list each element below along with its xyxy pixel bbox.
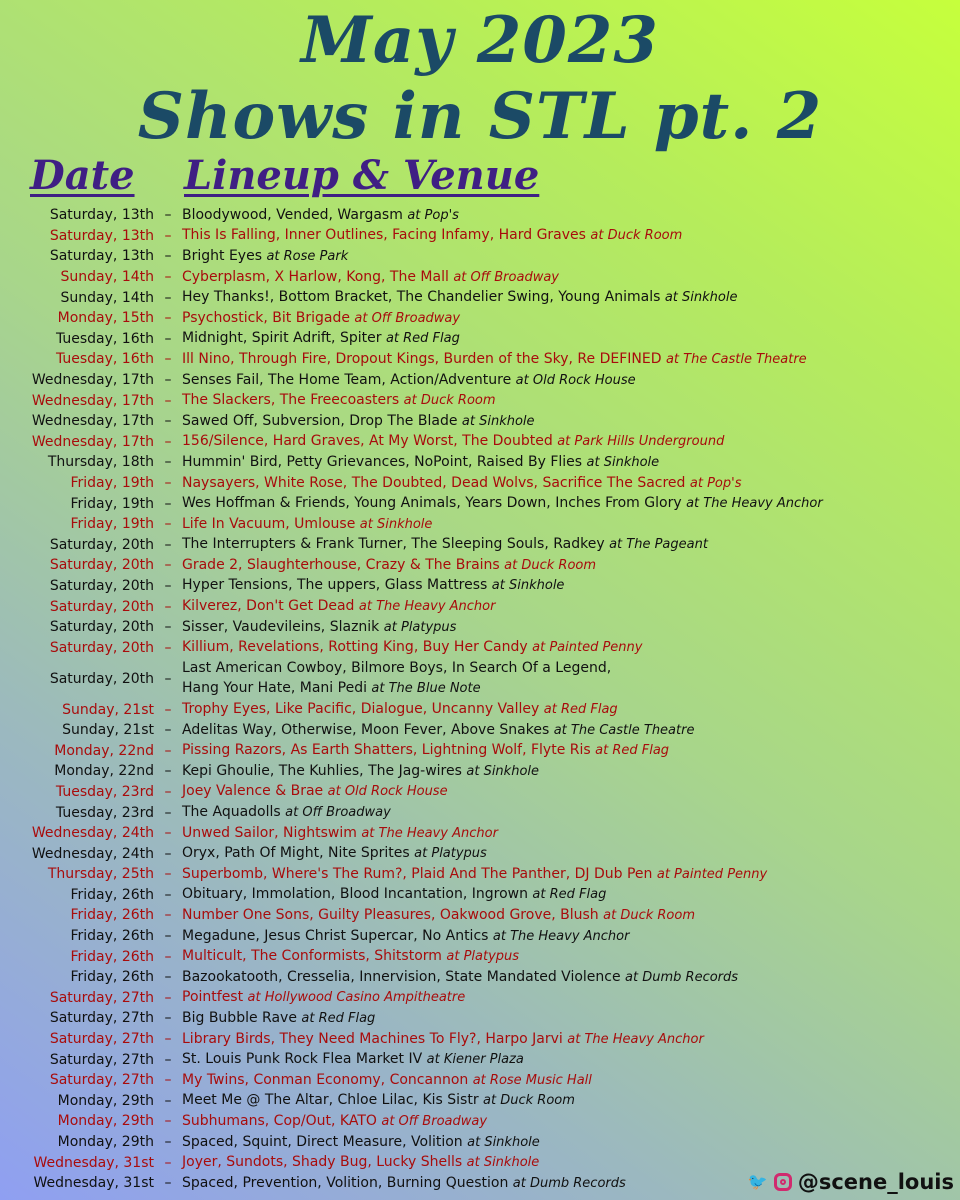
lineup-bands: Trophy Eyes, Like Pacific, Dialogue, Uncanny Valley [182, 701, 540, 718]
show-venue: at Platypus [383, 619, 457, 635]
show-venue: at Old Rock House [515, 372, 636, 388]
lineup-bands: 156/Silence, Hard Graves, At My Worst, The Doubted [182, 433, 553, 450]
show-row [0, 637, 960, 658]
show-row [0, 287, 960, 308]
show-date: Monday, 22nd [54, 763, 154, 780]
lineup-bands: Cyberplasm, X Harlow, Kong, The Mall [182, 268, 449, 285]
separator-dash: – [164, 1175, 172, 1192]
show-row [0, 1132, 960, 1153]
show-venue: at Red Flag [301, 1010, 376, 1026]
show-venue: at The Castle Theatre [553, 722, 695, 738]
separator-dash: – [164, 536, 172, 553]
show-venue: at Off Broadway [354, 310, 461, 326]
instagram-icon [774, 1173, 792, 1191]
show-venue: at Painted Penny [532, 640, 643, 656]
lineup-bands: Naysayers, White Rose, The Doubted, Dead Wolvs, Sacrifice The Sacred [182, 474, 686, 491]
show-lineup [182, 946, 519, 967]
show-lineup [182, 1049, 524, 1070]
show-venue: at Painted Penny [656, 866, 768, 882]
show-lineup [182, 967, 738, 988]
separator-dash: – [164, 670, 172, 687]
show-date: Friday, 26th [70, 907, 154, 924]
show-row [0, 823, 960, 844]
lineup-bands: Spaced, Squint, Direct Measure, Volition [182, 1133, 463, 1150]
show-row [0, 1111, 960, 1132]
show-lineup [182, 802, 391, 823]
lineup-bands: Unwed Sailor, Nightswim [182, 824, 357, 841]
show-date: Saturday, 27th [49, 1010, 154, 1027]
separator-dash: – [164, 372, 172, 389]
show-date: Saturday, 20th [49, 619, 154, 636]
show-date: Wednesday, 17th [31, 413, 154, 430]
show-date: Friday, 19th [70, 516, 154, 533]
separator-dash: – [164, 269, 172, 286]
social-footer [748, 1170, 954, 1194]
show-row [0, 926, 960, 947]
show-date: Friday, 19th [70, 475, 154, 492]
column-header-date: Date [30, 152, 135, 199]
show-date: Saturday, 27th [49, 1031, 154, 1048]
show-row [0, 658, 960, 699]
lineup-bands: Bazookatooth, Cresselia, Innervision, State Mandated Violence [182, 968, 621, 985]
show-venue: at Off Broadway [381, 1113, 488, 1129]
show-venue: at Dumb Records [625, 969, 739, 985]
show-row [0, 473, 960, 494]
show-lineup [182, 205, 459, 226]
separator-dash: – [164, 495, 172, 512]
lineup-bands: Sisser, Vaudevileins, Slaznik [182, 618, 380, 635]
lineup-bands: Big Bubble Rave [182, 1009, 297, 1026]
show-lineup [182, 987, 465, 1008]
separator-dash: – [164, 907, 172, 924]
show-venue: at Red Flag [532, 887, 607, 903]
show-venue: at Duck Room [590, 228, 683, 244]
separator-dash: – [164, 1134, 172, 1151]
show-date: Wednesday, 31st [33, 1175, 154, 1192]
show-lineup [182, 1173, 626, 1194]
separator-dash: – [164, 433, 172, 450]
separator-dash: – [164, 701, 172, 718]
show-date: Saturday, 20th [49, 557, 154, 574]
separator-dash: – [164, 928, 172, 945]
lineup-bands: Psychostick, Bit Brigade [182, 309, 350, 326]
show-lineup [182, 617, 456, 638]
separator-dash: – [164, 310, 172, 327]
lineup-bands: Number One Sons, Guilty Pleasures, Oakwood Grove, Blush [182, 906, 599, 923]
show-row [0, 267, 960, 288]
show-venue: at Old Rock House [327, 784, 448, 800]
show-venue: at The Heavy Anchor [567, 1031, 704, 1047]
show-date: Saturday, 27th [49, 1051, 154, 1068]
separator-dash: – [164, 742, 172, 759]
separator-dash: – [164, 763, 172, 780]
show-date: Wednesday, 17th [31, 372, 154, 389]
separator-dash: – [164, 1092, 172, 1109]
lineup-bands: Joyer, Sundots, Shady Bug, Lucky Shells [182, 1154, 463, 1171]
show-date: Friday, 26th [70, 886, 154, 903]
lineup-bands: My Twins, Conman Economy, Concannon [182, 1071, 469, 1088]
show-date: Saturday, 20th [49, 577, 154, 594]
separator-dash: – [164, 227, 172, 244]
show-row [0, 905, 960, 926]
show-date: Saturday, 13th [49, 207, 154, 224]
show-date: Wednesday, 17th [31, 392, 154, 409]
column-header-lineup: Lineup & Venue [184, 152, 540, 199]
show-date: Friday, 19th [70, 495, 154, 512]
show-lineup [182, 411, 535, 432]
show-venue: at The Heavy Anchor [686, 496, 823, 512]
show-venue: at The Blue Note [371, 681, 481, 697]
show-row [0, 349, 960, 370]
show-lineup [182, 823, 498, 844]
show-date: Wednesday, 17th [31, 433, 154, 450]
show-lineup [182, 452, 659, 473]
show-lineup [182, 1132, 540, 1153]
show-date: Monday, 22nd [54, 742, 154, 759]
separator-dash: – [164, 825, 172, 842]
show-lineup [182, 267, 559, 288]
show-venue: at Sinkhole [664, 290, 738, 306]
lineup-bands: Grade 2, Slaughterhouse, Crazy & The Brains [182, 556, 500, 573]
show-lineup [182, 740, 669, 761]
show-date: Thursday, 18th [47, 454, 154, 471]
show-date: Sunday, 14th [60, 289, 154, 306]
show-lineup [182, 493, 823, 514]
separator-dash: – [164, 598, 172, 615]
title-line-2: Shows in STL pt. 2 [137, 79, 823, 154]
lineup-bands: Hummin' Bird, Petty Grievances, NoPoint, Raised By Flies [182, 453, 583, 470]
separator-dash: – [164, 557, 172, 574]
show-row [0, 1070, 960, 1091]
show-lineup [182, 1111, 487, 1132]
show-row [0, 761, 960, 782]
lineup-bands: Kilverez, Don't Get Dead [182, 598, 355, 615]
show-row [0, 514, 960, 535]
show-lineup [182, 843, 487, 864]
lineup-bands: Killium, Revelations, Rotting King, Buy Her Candy [182, 639, 528, 656]
lineup-bands: Oryx, Path Of Might, Nite Sprites [182, 845, 410, 862]
separator-dash: – [164, 207, 172, 224]
show-date: Saturday, 20th [49, 639, 154, 656]
show-date: Saturday, 13th [49, 227, 154, 244]
show-row [0, 1049, 960, 1070]
separator-dash: – [164, 392, 172, 409]
lineup-bands: Megadune, Jesus Christ Supercar, No Antics [182, 927, 489, 944]
show-lineup [182, 1070, 592, 1091]
lineup-bands: Bright Eyes [182, 247, 262, 264]
show-lineup [182, 225, 682, 246]
lineup-bands: This Is Falling, Inner Outlines, Facing Infamy, Hard Graves [182, 227, 586, 244]
show-lineup [182, 246, 348, 267]
show-venue: at Hollywood Casino Ampitheatre [247, 990, 466, 1006]
show-row [0, 946, 960, 967]
lineup-bands: Kepi Ghoulie, The Kuhlies, The Jag-wires [182, 762, 462, 779]
show-lineup [182, 431, 724, 452]
show-row [0, 535, 960, 556]
separator-dash: – [164, 1154, 172, 1171]
show-date: Friday, 26th [70, 948, 154, 965]
show-lineup [182, 287, 737, 308]
separator-dash: – [164, 454, 172, 471]
separator-dash: – [164, 886, 172, 903]
separator-dash: – [164, 845, 172, 862]
lineup-bands: Bloodywood, Vended, Wargasm [182, 206, 403, 223]
show-date: Saturday, 27th [49, 989, 154, 1006]
show-row [0, 493, 960, 514]
show-date: Saturday, 13th [49, 248, 154, 265]
show-lineup [182, 514, 432, 535]
show-date: Friday, 26th [70, 969, 154, 986]
separator-dash: – [164, 619, 172, 636]
separator-dash: – [164, 1010, 172, 1027]
show-row [0, 720, 960, 741]
separator-dash: – [164, 639, 172, 656]
show-row [0, 390, 960, 411]
show-venue: at The Heavy Anchor [492, 928, 630, 944]
show-row [0, 1029, 960, 1050]
show-lineup [182, 1152, 539, 1173]
show-date: Friday, 26th [70, 928, 154, 945]
show-venue: at Kiener Plaza [426, 1052, 524, 1068]
show-row [0, 782, 960, 803]
show-date: Saturday, 20th [49, 536, 154, 553]
show-date: Sunday, 14th [60, 269, 154, 286]
show-venue: at Off Broadway [453, 269, 559, 285]
show-row [0, 699, 960, 720]
separator-dash: – [164, 989, 172, 1006]
show-lineup [182, 596, 495, 617]
title-line-1: May 2023 [301, 3, 659, 78]
show-venue: at The Heavy Anchor [358, 599, 496, 615]
separator-dash: – [164, 948, 172, 965]
separator-dash: – [164, 351, 172, 368]
show-venue: at Rose Park [266, 248, 349, 264]
separator-dash: – [164, 722, 172, 739]
show-venue: at Duck Room [504, 557, 597, 573]
show-row [0, 452, 960, 473]
show-date: Thursday, 25th [47, 866, 154, 883]
lineup-bands: Adelitas Way, Otherwise, Moon Fever, Above Snakes [182, 721, 550, 738]
show-lineup [182, 390, 496, 411]
show-date: Saturday, 27th [49, 1072, 154, 1089]
separator-dash: – [164, 783, 172, 800]
separator-dash: – [164, 289, 172, 306]
lineup-bands: The Aquadolls [182, 804, 281, 821]
show-row [0, 432, 960, 453]
show-row [0, 967, 960, 988]
show-date: Wednesday, 24th [31, 845, 154, 862]
show-lineup [182, 1090, 575, 1111]
separator-dash: – [164, 1051, 172, 1068]
show-row [0, 864, 960, 885]
twitter-bird-icon: 🐦 [747, 1172, 768, 1191]
show-list [0, 205, 960, 1194]
show-row [0, 843, 960, 864]
show-lineup [182, 534, 708, 555]
show-venue: at Off Broadway [285, 805, 391, 821]
separator-dash: – [164, 413, 172, 430]
show-row [0, 1091, 960, 1112]
show-row [0, 205, 960, 226]
show-row [0, 329, 960, 350]
show-date: Saturday, 20th [49, 670, 154, 687]
show-lineup [182, 781, 448, 802]
separator-dash: – [164, 866, 172, 883]
lineup-bands: Last American Cowboy, Bilmore Boys, In Search Of a Legend, [182, 660, 612, 677]
show-lineup [182, 1029, 704, 1050]
social-handle: @scene_louis [797, 1170, 954, 1194]
separator-dash: – [164, 1072, 172, 1089]
show-lineup [182, 575, 564, 596]
show-date: Monday, 29th [57, 1113, 154, 1130]
show-lineup [182, 864, 767, 885]
show-lineup [182, 473, 741, 494]
show-lineup [182, 1008, 375, 1029]
separator-dash: – [164, 969, 172, 986]
show-row [0, 370, 960, 391]
show-lineup [182, 658, 611, 699]
lineup-bands: Subhumans, Cop/Out, KATO [182, 1112, 377, 1129]
show-date: Monday, 15th [57, 310, 154, 327]
show-lineup [182, 699, 618, 720]
lineup-bands: Spaced, Prevention, Volition, Burning Question [182, 1174, 509, 1191]
show-venue: at Sinkhole [467, 1134, 540, 1150]
show-date: Monday, 29th [57, 1134, 154, 1151]
show-row [0, 308, 960, 329]
show-venue: at Sinkhole [491, 578, 565, 594]
show-lineup [182, 637, 642, 658]
show-venue: at Sinkhole [586, 454, 660, 470]
show-venue: at Sinkhole [466, 1155, 540, 1171]
show-venue: at The Castle Theatre [665, 351, 807, 367]
separator-dash: – [164, 1113, 172, 1130]
show-row [0, 596, 960, 617]
show-venue: at Red Flag [595, 743, 670, 759]
show-row [0, 802, 960, 823]
show-date: Tuesday, 16th [55, 351, 154, 368]
show-row [0, 1008, 960, 1029]
show-venue: at Sinkhole [359, 516, 433, 532]
lineup-bands: Hey Thanks!, Bottom Bracket, The Chandelier Swing, Young Animals [182, 289, 661, 306]
show-lineup [182, 349, 807, 370]
show-venue: at Platypus [414, 846, 487, 862]
lineup-bands: Multicult, The Conformists, Shitstorm [182, 948, 442, 965]
show-row [0, 555, 960, 576]
show-row [0, 885, 960, 906]
lineup-bands: The Slackers, The Freecoasters [182, 392, 400, 409]
lineup-bands: St. Louis Punk Rock Flea Market IV [182, 1051, 423, 1068]
lineup-bands: Joey Valence & Brae [182, 783, 324, 800]
lineup-bands: Pissing Razors, As Earth Shatters, Lightning Wolf, Flyte Ris [182, 742, 591, 759]
show-lineup [182, 328, 460, 349]
show-lineup [182, 884, 606, 905]
show-venue: at Duck Room [603, 907, 695, 923]
lineup-bands-line-2: Hang Your Hate, Mani Pedi [182, 680, 367, 697]
show-row [0, 988, 960, 1009]
separator-dash: – [164, 516, 172, 533]
show-venue: at Red Flag [543, 702, 618, 718]
show-lineup [182, 905, 695, 926]
show-venue: at The Pageant [609, 537, 708, 553]
separator-dash: – [164, 1031, 172, 1048]
show-venue: at Red Flag [385, 331, 460, 347]
show-lineup [182, 308, 460, 329]
separator-dash: – [164, 330, 172, 347]
show-lineup [182, 555, 596, 576]
show-lineup [182, 370, 636, 391]
show-date: Wednesday, 31st [33, 1154, 154, 1171]
show-date: Monday, 29th [57, 1092, 154, 1109]
show-venue: at Duck Room [483, 1093, 575, 1109]
lineup-bands: Superbomb, Where's The Rum?, Plaid And The Panther, DJ Dub Pen [182, 865, 653, 882]
show-venue: at Park Hills Underground [557, 434, 725, 450]
lineup-bands: Meet Me @ The Altar, Chloe Lilac, Kis Sistr [182, 1092, 479, 1109]
lineup-bands: Life In Vacuum, Umlouse [182, 515, 356, 532]
show-venue: at Platypus [446, 949, 520, 965]
lineup-bands: Pointfest [182, 989, 244, 1006]
lineup-bands: Wes Hoffman & Friends, Young Animals, Years Down, Inches From Glory [182, 495, 682, 512]
show-lineup [182, 761, 539, 782]
show-venue: at Dumb Records [512, 1175, 626, 1191]
separator-dash: – [164, 577, 172, 594]
show-date: Saturday, 20th [49, 598, 154, 615]
lineup-bands: Library Birds, They Need Machines To Fly?, Harpo Jarvi [182, 1030, 563, 1047]
lineup-bands: Obituary, Immolation, Blood Incantation, Ingrown [182, 886, 528, 903]
show-venue: at Rose Music Hall [472, 1072, 592, 1088]
separator-dash: – [164, 248, 172, 265]
lineup-bands: The Interrupters & Frank Turner, The Sleeping Souls, Radkey [182, 536, 605, 553]
show-venue: at Pop's [689, 475, 742, 491]
show-row [0, 411, 960, 432]
show-date: Wednesday, 24th [31, 825, 154, 842]
show-row [0, 617, 960, 638]
show-date: Tuesday, 23rd [55, 783, 154, 800]
lineup-bands: Hyper Tensions, The uppers, Glass Mattress [182, 577, 488, 594]
show-date: Sunday, 21st [62, 722, 154, 739]
lineup-bands: Senses Fail, The Home Team, Action/Adventure [182, 371, 512, 388]
separator-dash: – [164, 475, 172, 492]
show-venue: at Pop's [407, 207, 459, 223]
show-row [0, 740, 960, 761]
show-date: Tuesday, 16th [55, 330, 154, 347]
show-row [0, 576, 960, 597]
show-lineup [182, 720, 694, 741]
lineup-bands: Ill Nino, Through Fire, Dropout Kings, Burden of the Sky, Re DEFINED [182, 350, 662, 367]
lineup-bands: Midnight, Spirit Adrift, Spiter [182, 330, 382, 347]
show-date: Sunday, 21st [62, 701, 154, 718]
lineup-bands: Sawed Off, Subversion, Drop The Blade [182, 412, 458, 429]
show-date: Tuesday, 23rd [55, 804, 154, 821]
show-row [0, 246, 960, 267]
show-lineup [182, 926, 629, 947]
separator-dash: – [164, 804, 172, 821]
show-venue: at Sinkhole [461, 413, 535, 429]
show-venue: at Sinkhole [466, 763, 540, 779]
show-venue: at Duck Room [403, 393, 496, 409]
show-row [0, 226, 960, 247]
show-venue: at The Heavy Anchor [361, 825, 498, 841]
